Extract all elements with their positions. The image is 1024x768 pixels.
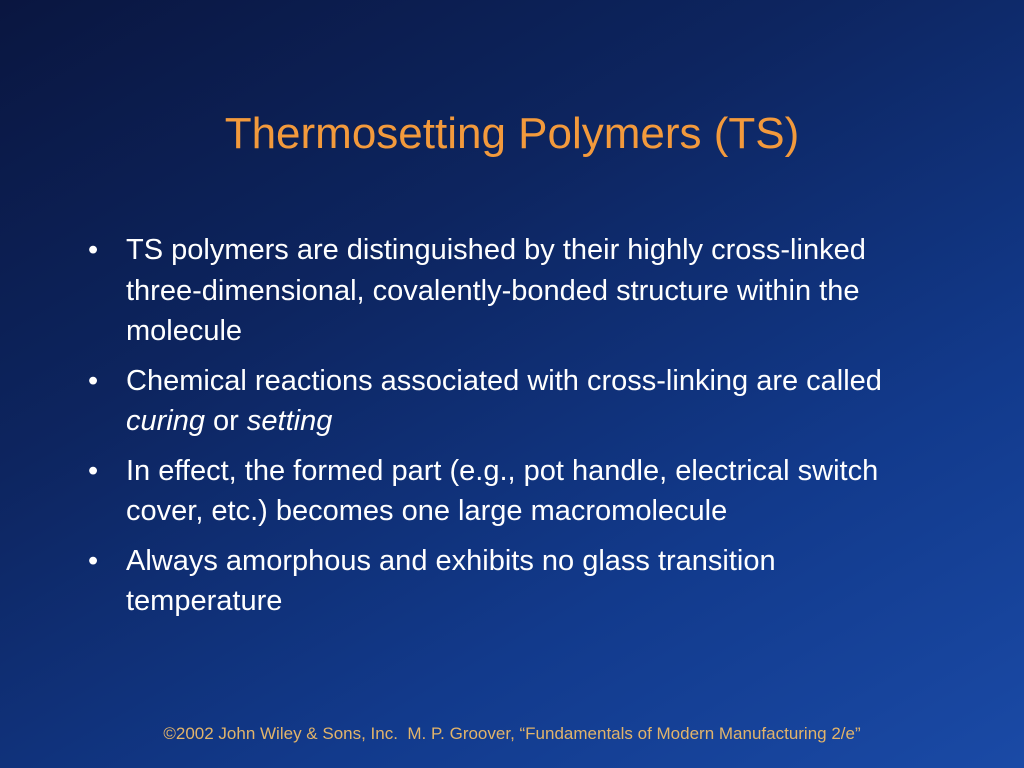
slide-title: Thermosetting Polymers (TS) (224, 109, 800, 158)
bullet-marker: • (88, 364, 99, 397)
bullet-item (88, 361, 938, 442)
term-curing: curing (126, 405, 205, 437)
bullet-item (88, 541, 938, 622)
term-setting: setting (246, 405, 333, 437)
bullet-text-connector: or (205, 405, 247, 437)
bullet-text: Chemical reactions associated with cross-linking are called (126, 364, 882, 397)
bullet-list (88, 230, 938, 631)
bullet-marker: • (88, 544, 99, 577)
bullet-item (88, 451, 938, 532)
copyright-footer: ©2002 John Wiley & Sons, Inc. M. P. Groover, “Fundamentals of Modern Manufacturing 2/e” (163, 724, 861, 743)
bullet-item (88, 230, 938, 352)
bullet-marker: • (88, 234, 99, 266)
bullet-text: In effect, the formed part (e.g., pot handle, electrical switch cover, etc.) becomes one large macromolecule (126, 454, 879, 527)
bullet-marker: • (88, 454, 99, 487)
bullet-text: Always amorphous and exhibits no glass transition temperature (126, 544, 776, 617)
bullet-text: TS polymers are distinguished by their highly cross-linked three-dimensional, covalently-bonded structure within the molecule (126, 234, 866, 347)
